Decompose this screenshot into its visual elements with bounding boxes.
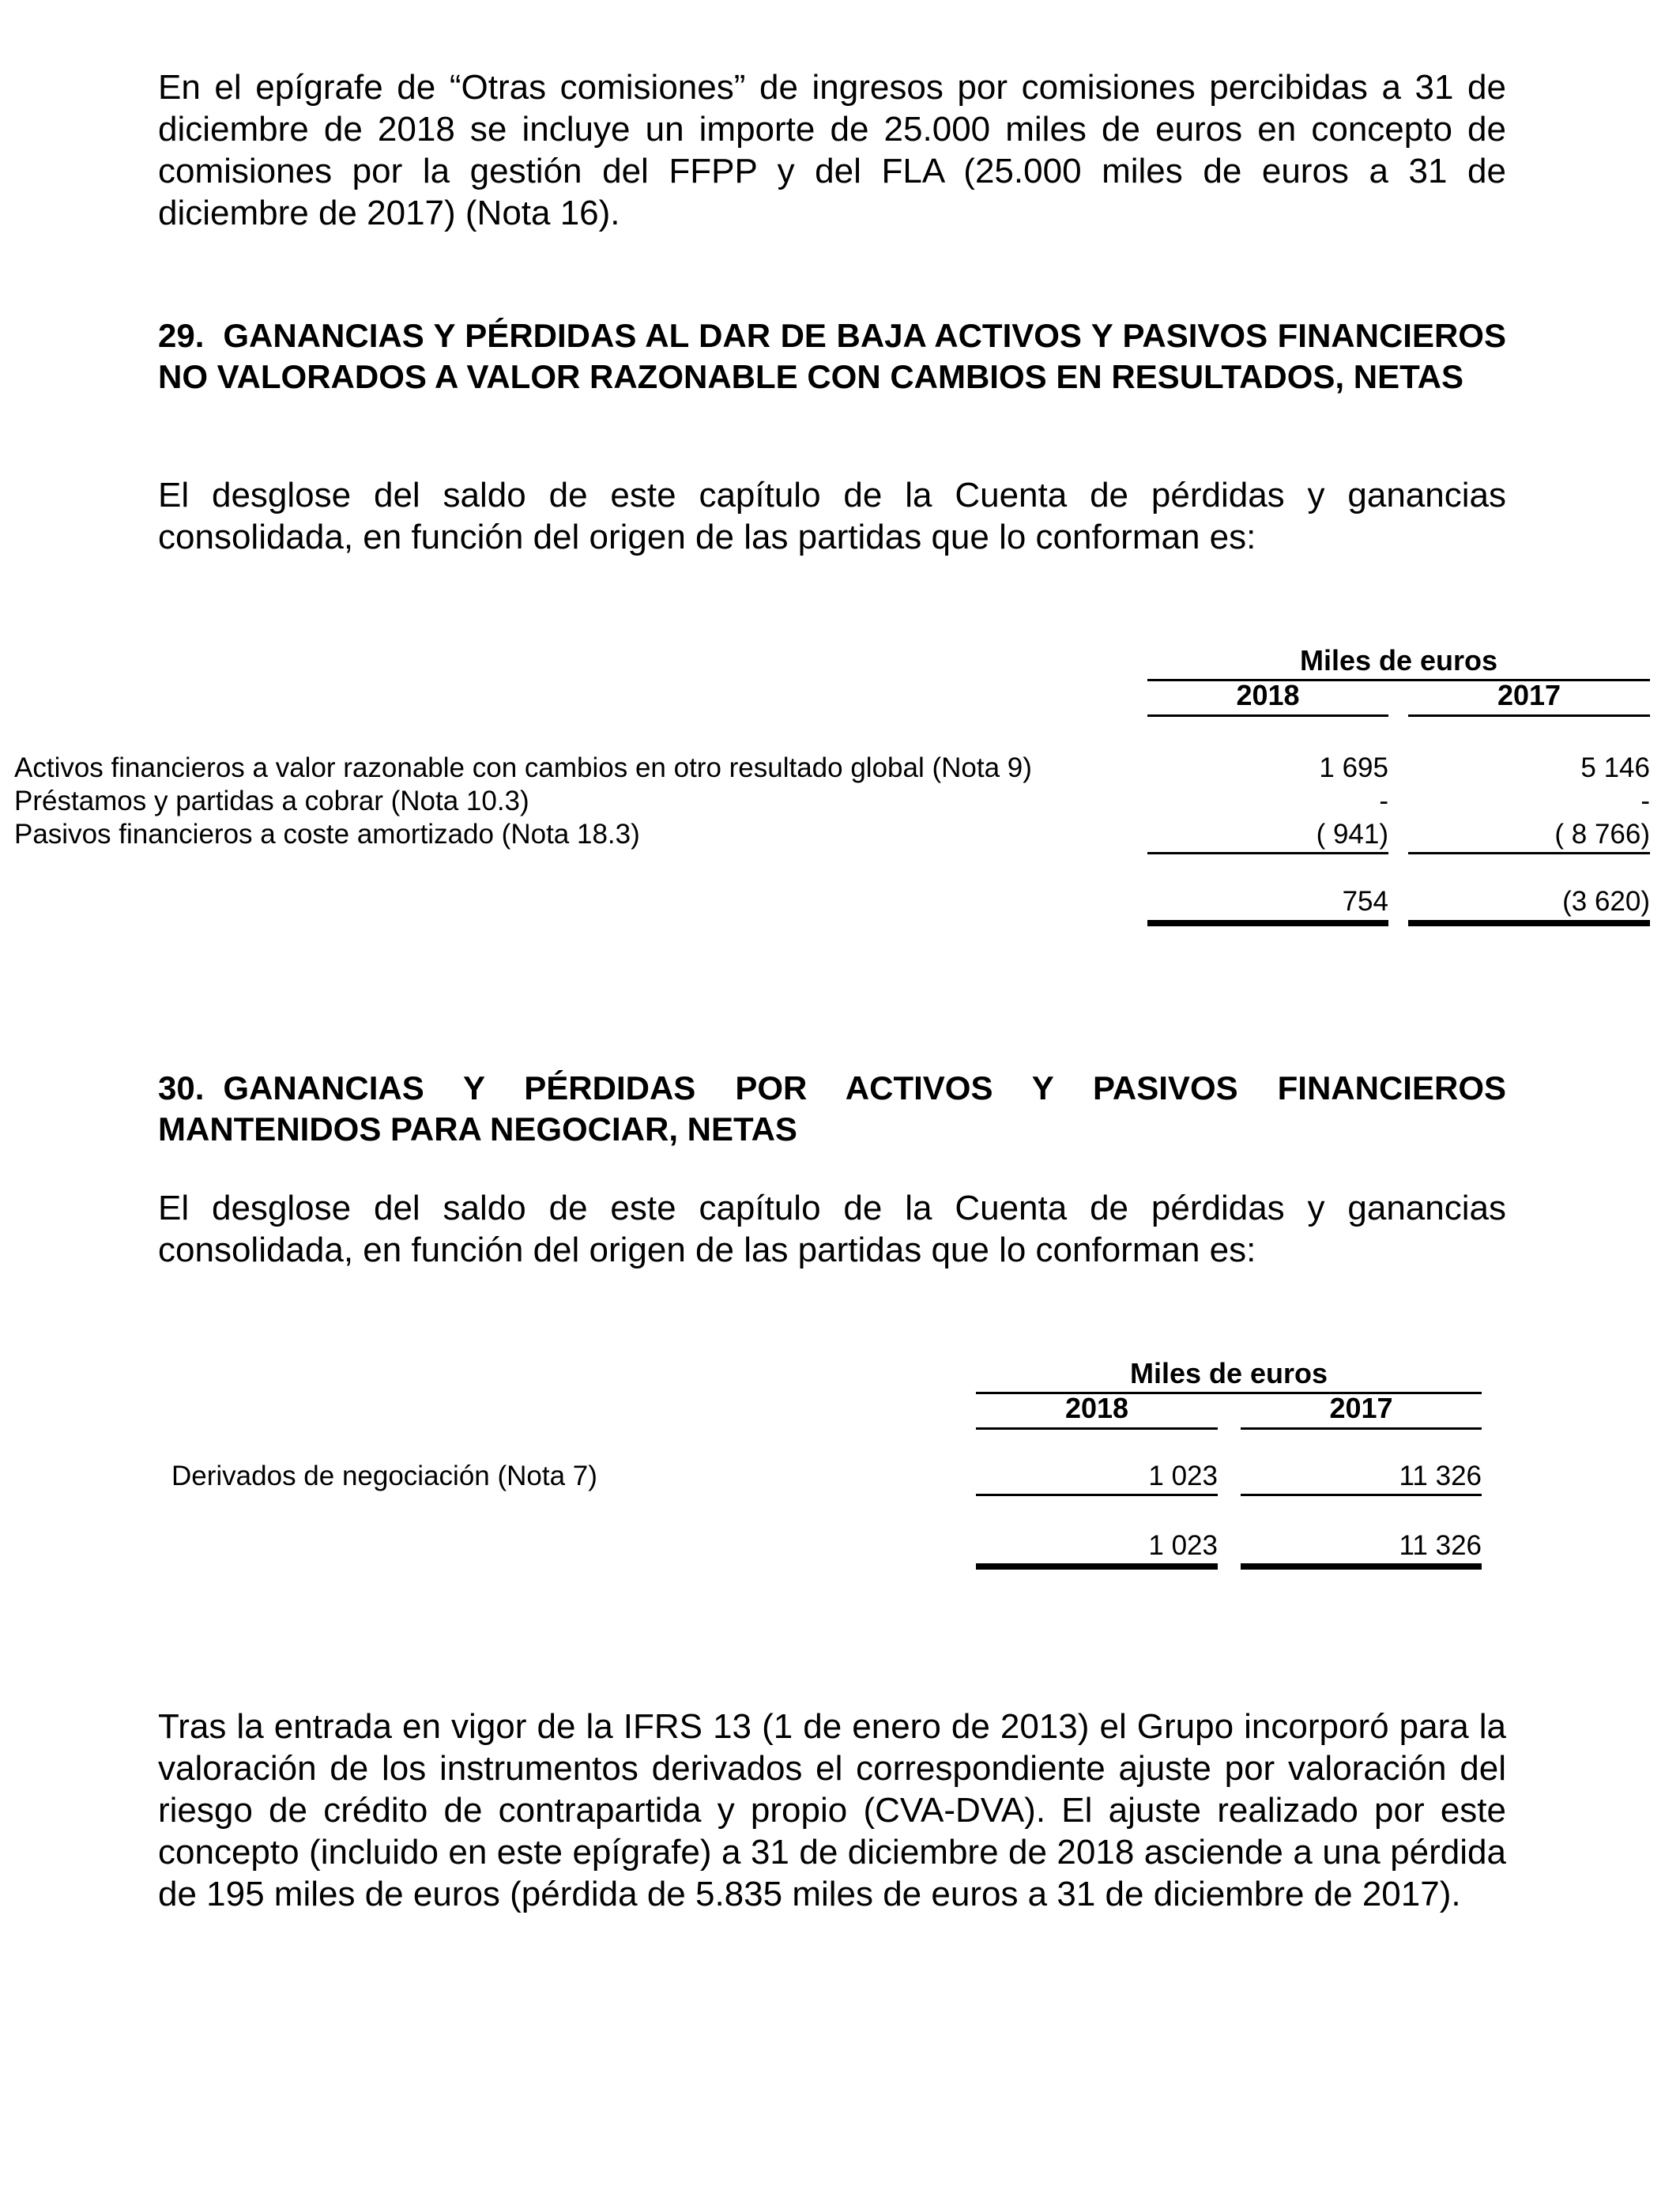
value-2018: - (1379, 786, 1388, 816)
value-2017: ( 8 766) (1554, 819, 1650, 850)
section-29-number: 29. (158, 317, 205, 354)
value-2017: - (1640, 786, 1650, 816)
section-30-heading (158, 1068, 1506, 1150)
col-2018-header-rule (976, 1427, 1218, 1430)
total-rule-2018 (976, 1563, 1218, 1570)
subtotal-rule-2018 (1147, 852, 1388, 854)
subtotal-rule-2018 (976, 1494, 1218, 1496)
section-29-description: El desglose del saldo de este capítulo de la Cuenta de pérdidas y ganancias consolidada, en función del origen de las partidas que lo conforman es: (158, 476, 1506, 556)
total-2017: 11 326 (1399, 1530, 1482, 1561)
subtotal-rule-2017 (1241, 1494, 1482, 1496)
row-label: Derivados de negociación (Nota 7) (171, 1461, 597, 1491)
section-29-heading (158, 315, 1506, 398)
total-rule-2017 (1241, 1563, 1482, 1570)
col-2017-header-rule (1241, 1427, 1482, 1430)
intro-paragraph: En el epígrafe de “Otras comisiones” de ingresos por comisiones percibidas a 31 de diciembre de 2018 se incluye un importe de 25.000 miles de euros en concepto de comisiones por la gestión del FFPP y del FLA (25.000 miles de euros a 31 de diciembre de 2017) (Nota 16). (158, 68, 1506, 232)
value-2018: ( 941) (1316, 819, 1388, 850)
col-2018-header: 2018 (1064, 1392, 1129, 1424)
col-2018-header-rule (1147, 714, 1388, 717)
value-2017: 11 326 (1399, 1461, 1482, 1491)
total-rule-2018 (1147, 920, 1388, 926)
total-2017: (3 620) (1562, 886, 1650, 917)
col-2017-header: 2017 (1329, 1392, 1393, 1424)
subtotal-rule-2017 (1408, 852, 1650, 854)
unit-header: Miles de euros (1129, 1357, 1328, 1389)
section-29-title: GANANCIAS Y PÉRDIDAS AL DAR DE BAJA ACTIVOS Y PASIVOS FINANCIEROS NO VALORADOS A VALOR RAZONABLE CON CAMBIOS EN RESULTADOS, NETAS (158, 317, 1506, 395)
row-label: Activos financieros a valor razonable con cambios en otro resultado global (Nota 9) (14, 752, 1032, 783)
value-2018: 1 023 (1148, 1461, 1218, 1491)
total-2018: 1 023 (1148, 1530, 1218, 1561)
closing-paragraph: Tras la entrada en vigor de la IFRS 13 (1 de enero de 2013) el Grupo incorporó para la valoración de los instrumentos derivados el correspondiente ajuste por valoración del riesgo de crédito de contrapartida y propio (CVA-DVA). El ajuste realizado por este concepto (incluido en este epígrafe) a 31 de diciembre de 2018 asciende a una pérdida de 195 miles de euros (pérdida de 5.835 miles de euros a 31 de diciembre de 2017). (158, 1707, 1506, 1913)
row-label: Pasivos financieros a coste amortizado (Nota 18.3) (14, 819, 640, 850)
total-2018: 754 (1342, 886, 1388, 917)
section-30-description: El desglose del saldo de este capítulo de la Cuenta de pérdidas y ganancias consolidada, en función del origen de las partidas que lo conforman es: (158, 1189, 1506, 1269)
value-2017: 5 146 (1580, 752, 1650, 783)
row-label: Préstamos y partidas a cobrar (Nota 10.3) (14, 786, 529, 816)
total-rule-2017 (1408, 920, 1650, 926)
section-30-number: 30. (158, 1069, 205, 1106)
col-2017-header-rule (1408, 714, 1650, 717)
section-30-title: GANANCIAS Y PÉRDIDAS POR ACTIVOS Y PASIVOS FINANCIEROS MANTENIDOS PARA NEGOCIAR, NETAS (158, 1069, 1506, 1148)
value-2018: 1 695 (1319, 752, 1388, 783)
unit-header: Miles de euros (1299, 644, 1498, 677)
col-2018-header: 2018 (1236, 679, 1300, 711)
col-2017-header: 2017 (1497, 679, 1561, 711)
